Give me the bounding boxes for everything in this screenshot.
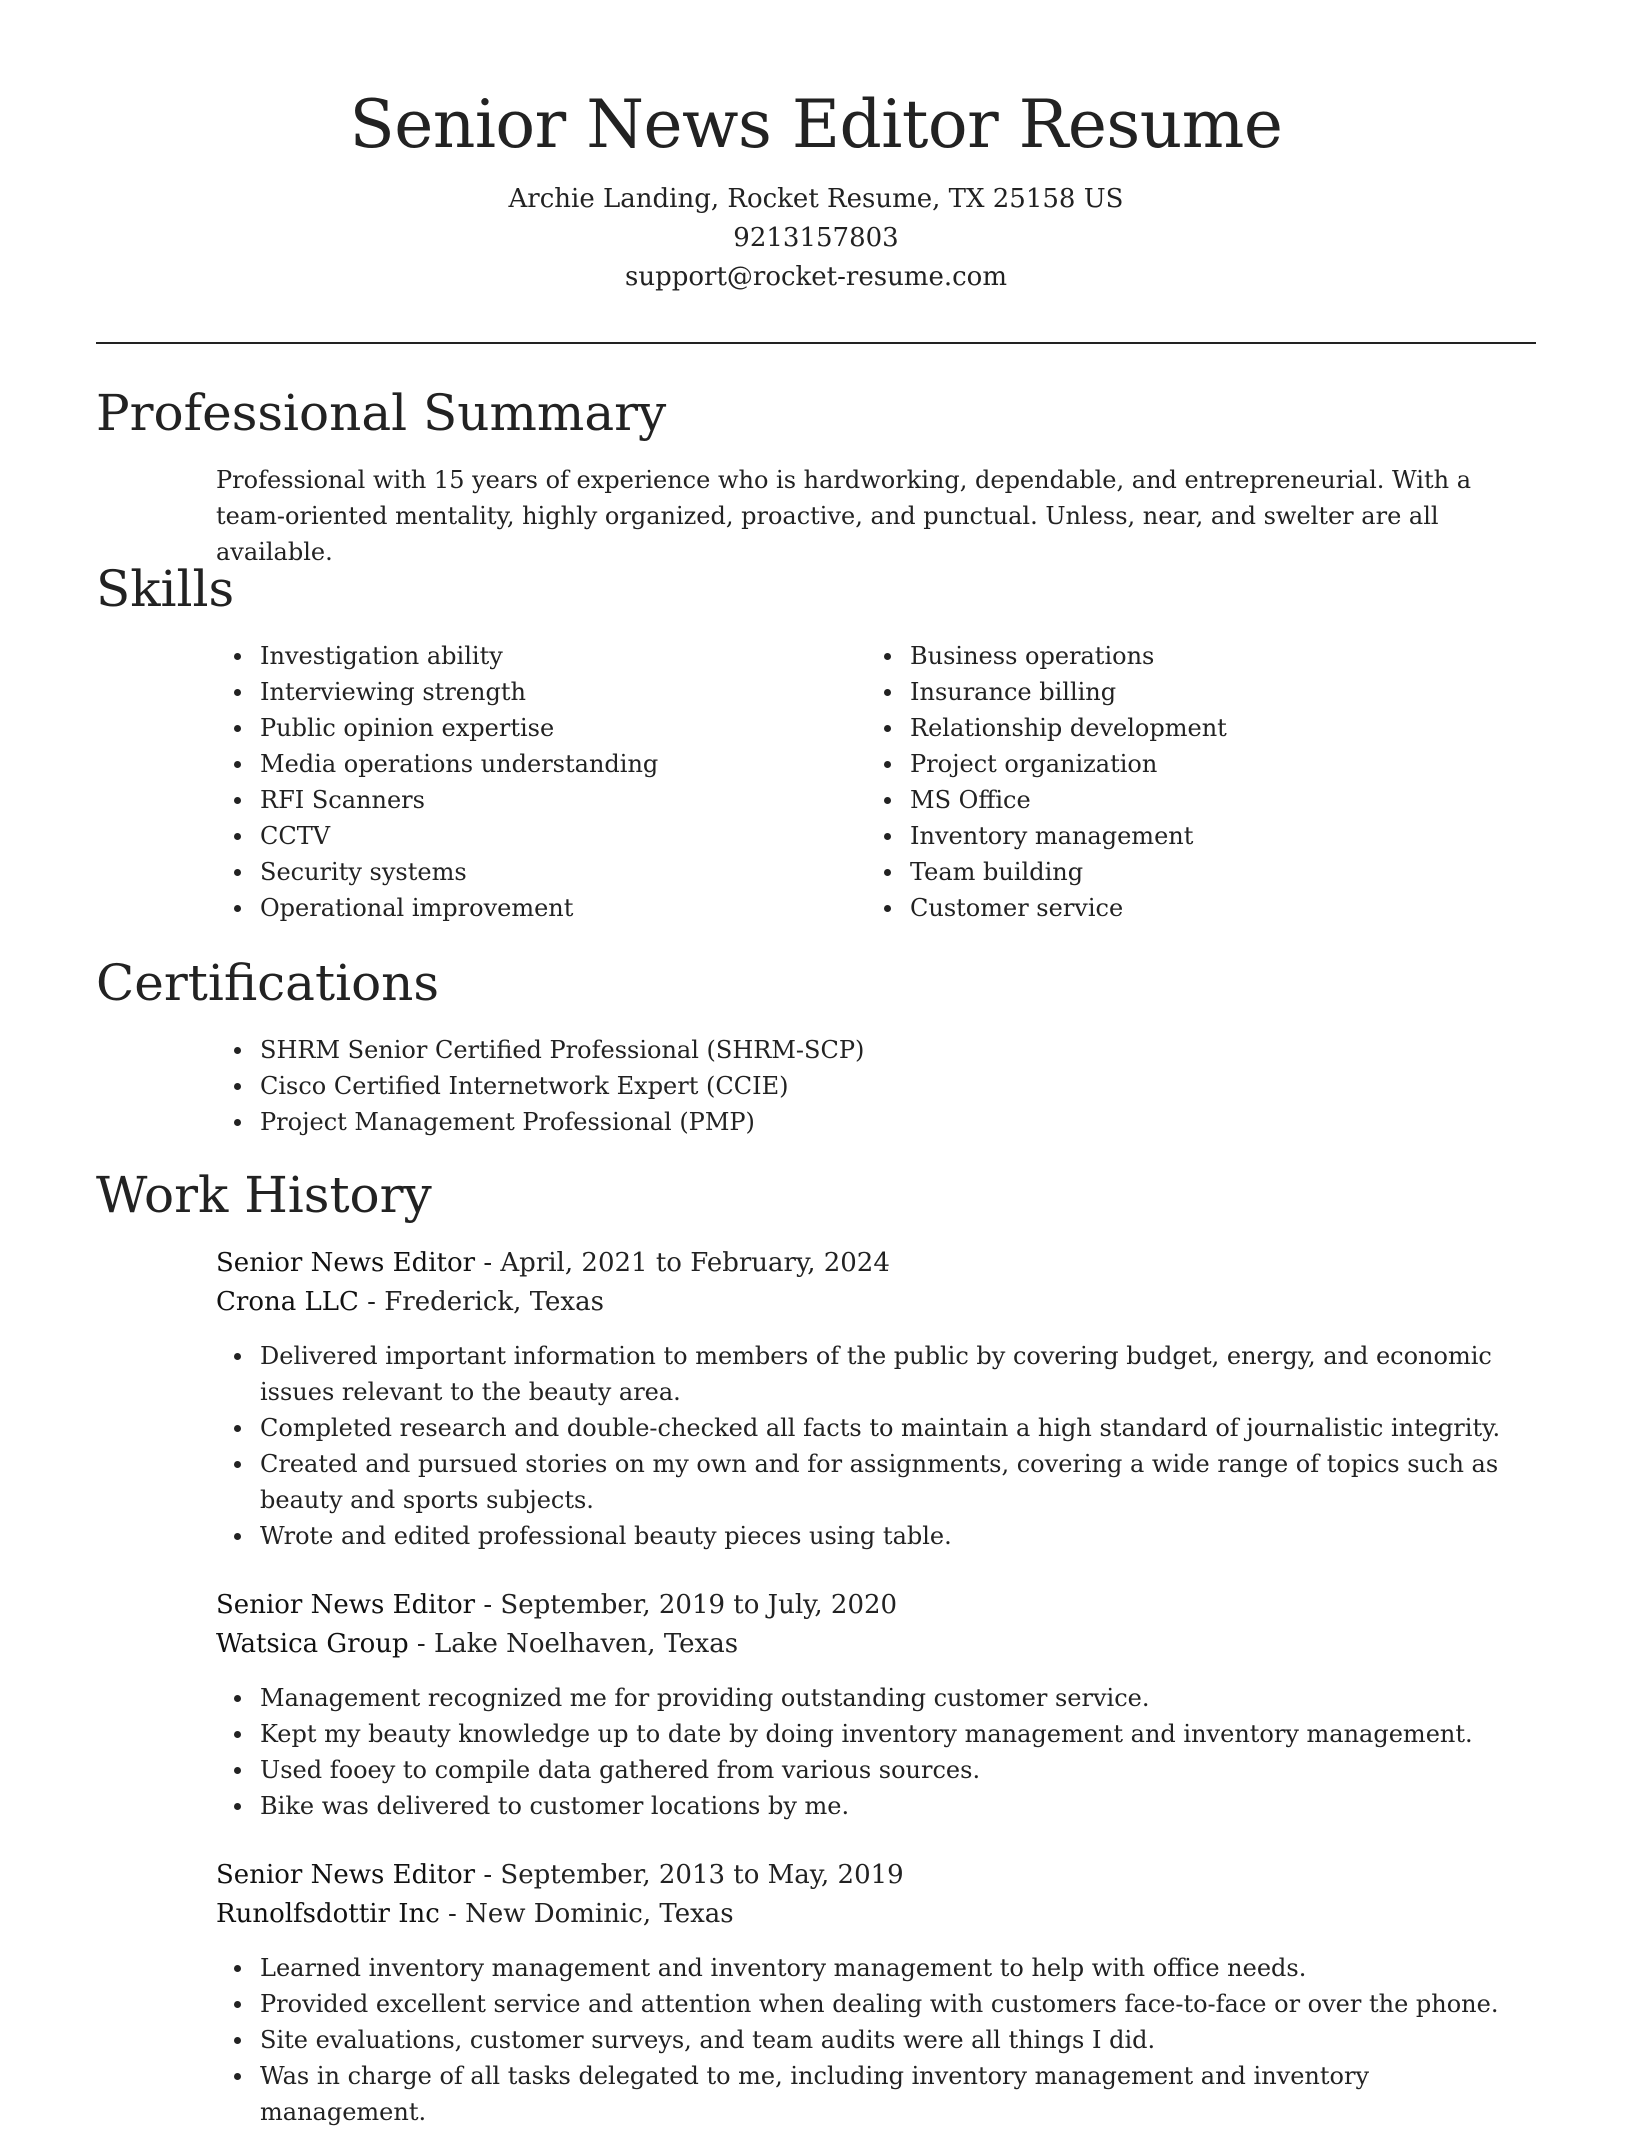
list-item: Customer service: [866, 890, 1506, 926]
list-item: SHRM Senior Certified Professional (SHRM-SCP): [216, 1032, 1516, 1068]
list-item: Relationship development: [866, 710, 1506, 746]
page-title: Senior News Editor Resume: [349, 86, 1283, 163]
list-item: Delivered important information to members of the public by covering budget, energy, and economic issues relevant to the beauty area.: [216, 1338, 1516, 1410]
list-item: Team building: [866, 854, 1506, 890]
skills-heading: Skills: [96, 560, 235, 618]
resume-header: [0, 80, 1632, 297]
job-location: - New Dominic, Texas: [439, 1899, 734, 1929]
job-bullets: [216, 1680, 1516, 1824]
list-item: Provided excellent service and attention when dealing with customers face-to-face or over the phone.: [216, 1986, 1516, 2022]
contact-address: Archie Landing, Rocket Resume, TX 25158 US: [508, 184, 1124, 214]
list-item: RFI Scanners: [216, 782, 856, 818]
list-item: Site evaluations, customer surveys, and team audits were all things I did.: [216, 2022, 1516, 2058]
contact-block: [0, 180, 1632, 297]
job-dates: - September, 2013 to May, 2019: [475, 1860, 904, 1890]
job-company-line: [216, 1625, 738, 1664]
skills-list-left: [216, 638, 856, 926]
job-bullets: [216, 1338, 1516, 1554]
list-item: Project Management Professional (PMP): [216, 1104, 1516, 1140]
list-item: MS Office: [866, 782, 1506, 818]
list-item: Bike was delivered to customer locations by me.: [216, 1788, 1516, 1824]
list-item: Project organization: [866, 746, 1506, 782]
job-title-line: [216, 1856, 904, 1895]
skills-list-right: [866, 638, 1506, 926]
job-location: - Lake Noelhaven, Texas: [408, 1629, 739, 1659]
job-title: Senior News Editor: [216, 1248, 476, 1278]
job-dates: - April, 2021 to February, 2024: [475, 1248, 890, 1278]
contact-phone: 9213157803: [733, 223, 899, 253]
list-item: CCTV: [216, 818, 856, 854]
job-company: Watsica Group: [216, 1629, 409, 1659]
list-item: Cisco Certified Internetwork Expert (CCIE): [216, 1068, 1516, 1104]
certifications-heading: Certifications: [96, 954, 440, 1012]
work-history-heading: Work History: [96, 1166, 432, 1224]
contact-email: support@rocket-resume.com: [624, 262, 1007, 292]
list-item: Media operations understanding: [216, 746, 856, 782]
list-item: Management recognized me for providing outstanding customer service.: [216, 1680, 1516, 1716]
list-item: Insurance billing: [866, 674, 1506, 710]
list-item: Wrote and edited professional beauty pieces using table.: [216, 1518, 1516, 1554]
job-dates: - September, 2019 to July, 2020: [475, 1590, 898, 1620]
list-item: Business operations: [866, 638, 1506, 674]
certifications-list: [216, 1032, 1516, 1140]
job-title: Senior News Editor: [216, 1590, 476, 1620]
job-company: Crona LLC: [216, 1287, 359, 1317]
job-company-line: [216, 1895, 734, 1934]
job-title-line: [216, 1244, 890, 1283]
summary-text: Professional with 15 years of experience who is hardworking, dependable, and entrepreneurial. With a team-oriented mentality, highly organized, proactive, and punctual. Unless, near, and swelter are all available.: [216, 466, 1472, 566]
list-item: Interviewing strength: [216, 674, 856, 710]
list-item: Was in charge of all tasks delegated to me, including inventory management and inventory management.: [216, 2058, 1516, 2130]
job-location: - Frederick, Texas: [358, 1287, 604, 1317]
list-item: Public opinion expertise: [216, 710, 856, 746]
summary-heading: Professional Summary: [96, 384, 667, 442]
list-item: Investigation ability: [216, 638, 856, 674]
list-item: Created and pursued stories on my own and for assignments, covering a wide range of topics such as beauty and sports subjects.: [216, 1446, 1516, 1518]
header-divider: [96, 342, 1536, 344]
list-item: Used fooey to compile data gathered from various sources.: [216, 1752, 1516, 1788]
job-title-line: [216, 1586, 897, 1625]
list-item: Operational improvement: [216, 890, 856, 926]
job-bullets: [216, 1950, 1516, 2130]
job-title: Senior News Editor: [216, 1860, 476, 1890]
list-item: Security systems: [216, 854, 856, 890]
list-item: Completed research and double-checked all facts to maintain a high standard of journalistic integrity.: [216, 1410, 1516, 1446]
list-item: Kept my beauty knowledge up to date by doing inventory management and inventory management.: [216, 1716, 1516, 1752]
job-company: Runolfsdottir Inc: [216, 1899, 440, 1929]
list-item: Learned inventory management and inventory management to help with office needs.: [216, 1950, 1516, 1986]
job-company-line: [216, 1283, 604, 1322]
list-item: Inventory management: [866, 818, 1506, 854]
